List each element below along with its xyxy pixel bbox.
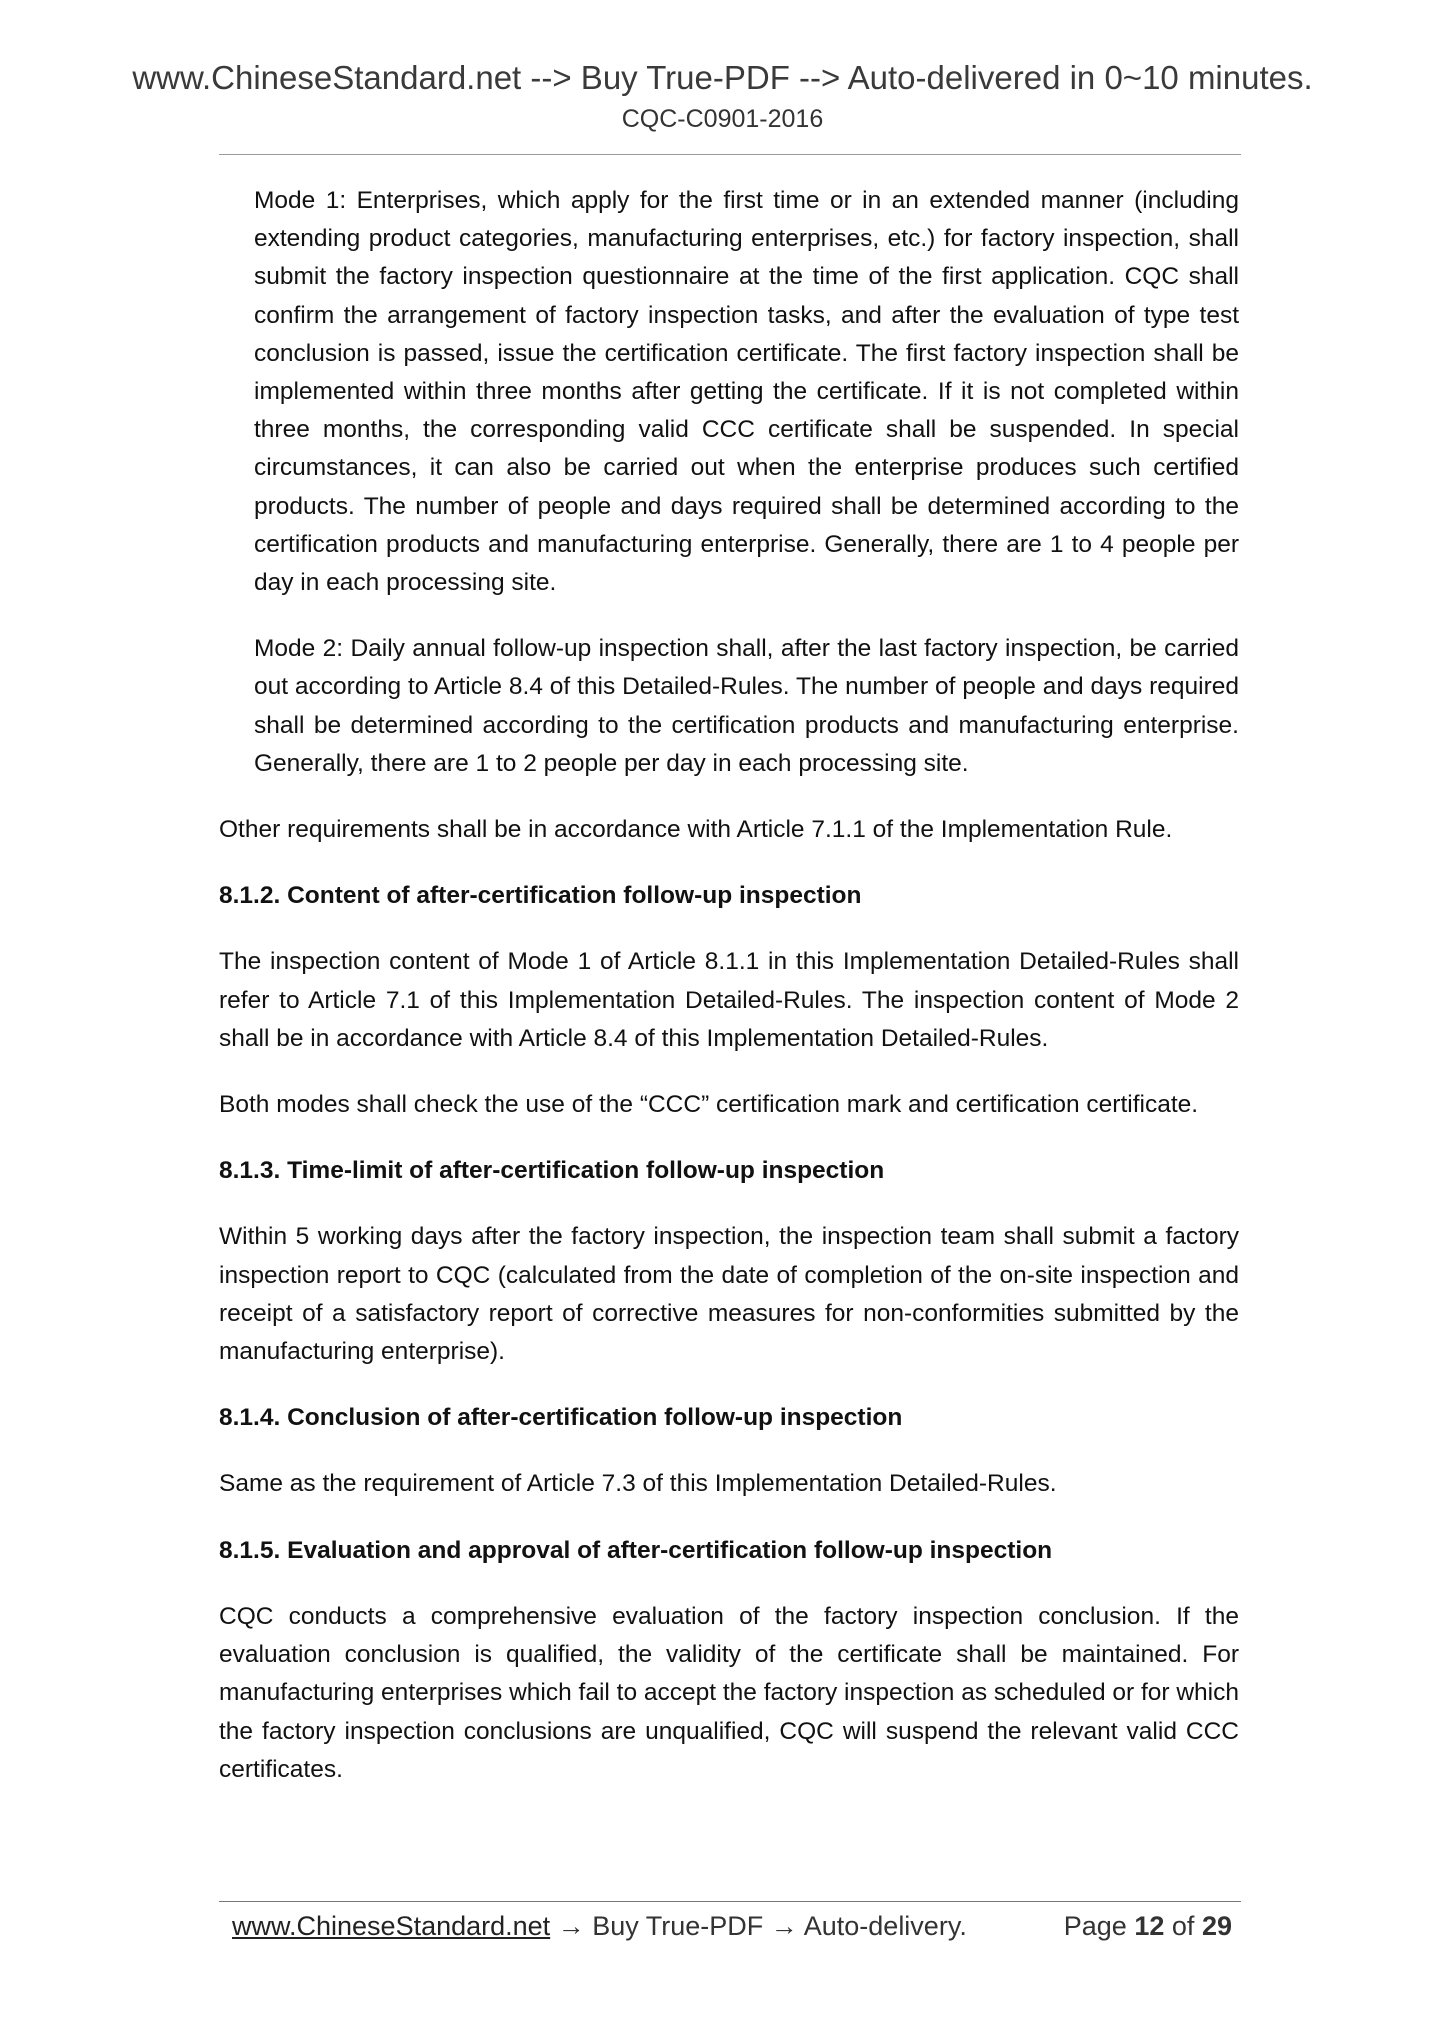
other-requirements-paragraph: Other requirements shall be in accordance with Article 7.1.1 of the Implementation Rule. bbox=[219, 816, 1173, 844]
footer-note bbox=[232, 1910, 967, 1942]
page-label: Page bbox=[1063, 1911, 1127, 1941]
document-id: CQC-C0901-2016 bbox=[621, 105, 824, 133]
page-of-label: of bbox=[1171, 1911, 1195, 1941]
section-8-1-2-paragraph-2: Both modes shall check the use of the “CCC” certification mark and certification certificate. bbox=[219, 1091, 1199, 1119]
section-8-1-4-paragraph: Same as the requirement of Article 7.3 of this Implementation Detailed-Rules. bbox=[219, 1470, 1057, 1498]
site-banner: www.ChineseStandard.net --> Buy True-PDF --> Auto-delivered in 0~10 minutes. bbox=[132, 59, 1313, 96]
section-8-1-5-heading: 8.1.5. Evaluation and approval of after-certification follow-up inspection bbox=[219, 1536, 1053, 1564]
footer-rule bbox=[219, 1901, 1241, 1902]
footer-site-link[interactable]: www.ChineseStandard.net bbox=[232, 1911, 551, 1941]
page-body bbox=[219, 182, 1239, 1789]
section-8-1-5-paragraph: CQC conducts a comprehensive evaluation of the factory inspection conclusion. If the evaluation conclusion is qualified, the validity of the certificate shall be maintained. For manufacturing enterprises which fail to accept the factory inspection as scheduled or for which the factory inspection conclusions are unqualified, CQC will suspend the relevant valid CCC certificates. bbox=[219, 1602, 1240, 1783]
page-number: 12 bbox=[1134, 1911, 1165, 1941]
header-rule bbox=[219, 154, 1241, 155]
footer-note-text: → Buy True-PDF → Auto-delivery. bbox=[550, 1911, 967, 1941]
mode-2-paragraph: Mode 2: Daily annual follow-up inspection shall, after the last factory inspection, be carried out according to Article 8.4 of this Detailed-Rules. The number of people and days required shall be determined according to the certification products and manufacturing enterprise. Generally, there are 1 to 2 people per day in each processing site. bbox=[254, 635, 1239, 777]
mode-1-paragraph: Mode 1: Enterprises, which apply for the first time or in an extended manner (including extending product categories, manufacturing enterprises, etc.) for factory inspection, shall submit the factory inspection questionnaire at the time of the first application. CQC shall confirm the arrangement of factory inspection tasks, and after the evaluation of type test conclusion is passed, issue the certification certificate. The first factory inspection shall be implemented within three months after getting the certificate. If it is not completed within three months, the corresponding valid CCC certificate shall be suspended. In special circumstances, it can also be carried out when the enterprise produces such certified products. The number of people and days required shall be determined according to the certification products and manufacturing enterprise. Generally, there are 1 to 4 people per day in each processing site. bbox=[254, 187, 1239, 597]
page-total: 29 bbox=[1201, 1911, 1232, 1941]
section-8-1-3-heading: 8.1.3. Time-limit of after-certification follow-up inspection bbox=[219, 1157, 885, 1185]
section-8-1-3-paragraph: Within 5 working days after the factory inspection, the inspection team shall submit a factory inspection report to CQC (calculated from the date of completion of the on-site inspection and receipt of a satisfactory report of corrective measures for non-conformities submitted by the manufacturing enterprise). bbox=[219, 1223, 1239, 1366]
page-indicator bbox=[1064, 1910, 1232, 1942]
section-8-1-2-heading: 8.1.2. Content of after-certification follow-up inspection bbox=[219, 882, 862, 910]
section-8-1-4-heading: 8.1.4. Conclusion of after-certification follow-up inspection bbox=[219, 1404, 903, 1432]
section-8-1-2-paragraph-1: The inspection content of Mode 1 of Article 8.1.1 in this Implementation Detailed-Rules shall refer to Article 7.1 of this Implementation Detailed-Rules. The inspection content of Mode 2 shall be in accordance with Article 8.4 of this Implementation Detailed-Rules. bbox=[219, 948, 1239, 1052]
